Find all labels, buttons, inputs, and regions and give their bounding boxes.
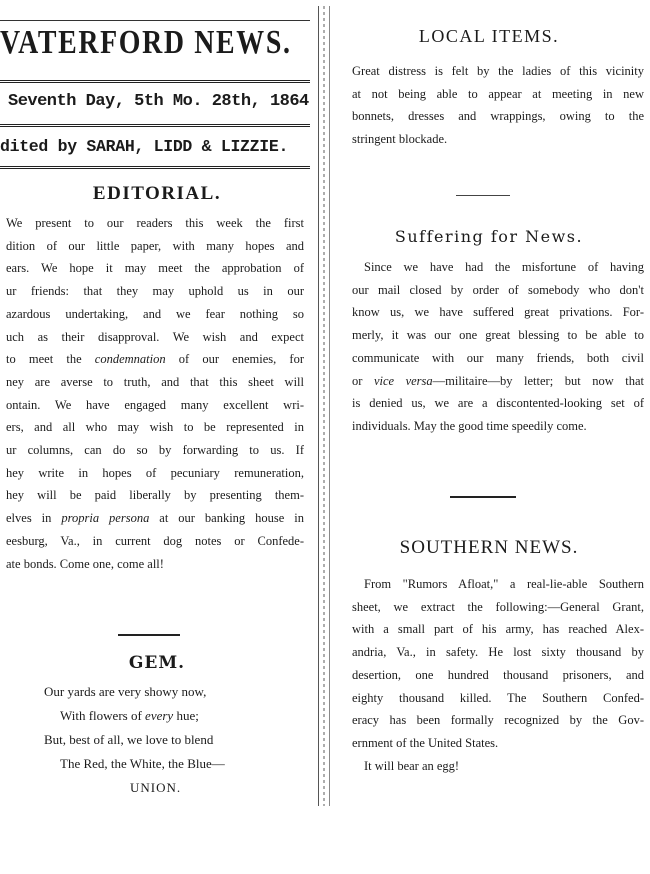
editorial-line: eesburg, Va., in current dog notes or Confede-	[6, 533, 304, 548]
local-items-heading: LOCAL ITEMS.	[418, 26, 560, 46]
southern-line: eighty thousand killed. The Southern Confed-	[352, 690, 644, 705]
suffering-body	[352, 256, 644, 438]
editorial-end-rule	[118, 634, 180, 636]
editorial-line: ney are averse to truth, and that this sheet will	[6, 374, 304, 389]
local-items-line: bonnets, dresses and wrappings, owing to the	[352, 109, 644, 124]
editorial-line: ur columns, can do so by forwarding to us. If	[6, 443, 304, 458]
southern-body	[352, 573, 644, 777]
dateline-rule	[0, 124, 310, 130]
gem-poem-line: Our yards are very showy now,	[44, 684, 207, 699]
suffering-line: our mail closed by order of somebody who don't	[352, 282, 644, 297]
southern-line: From "Rumors Afloat," a real-lie-able Southern	[364, 577, 644, 591]
editorial-line: ers, and all who may wish to be represented in	[6, 420, 304, 435]
gem-poem-line: With flowers of every hue;	[60, 708, 199, 723]
southern-line: andria, Va., in safety. He lost sixty thousand by	[352, 645, 644, 660]
editorial-line: ontain. We have engaged many excellent wri-	[6, 397, 304, 412]
editorial-line: azardous undertaking, and we fear nothing so	[6, 306, 304, 321]
column-divider	[318, 6, 330, 806]
editorial-line: to meet the condemnation of our enemies, for	[6, 352, 304, 367]
suffering-line: individuals. May the good time speedily come.	[352, 418, 587, 433]
masthead-title: VATERFORD NEWS.	[0, 24, 292, 61]
editorial-line: hey will be paid liberally by presenting them-	[6, 488, 304, 503]
suffering-end-rule	[450, 496, 516, 498]
suffering-heading: Suffering for News.	[394, 227, 584, 246]
editorial-line: dition of our little paper, with many hopes and	[6, 238, 304, 253]
editorial-line: ur friends: that they may uphold us in our	[6, 284, 304, 299]
local-items-end-rule	[456, 195, 510, 196]
suffering-line: know us, we have suffered great privations. For-	[352, 305, 644, 320]
local-items-body	[352, 60, 644, 151]
masthead-top-rule	[0, 20, 310, 21]
southern-line: sheet, we extract the following:—General Grant,	[352, 599, 644, 614]
gem-heading: GEM.	[128, 653, 186, 673]
southern-heading: SOUTHERN NEWS.	[399, 537, 579, 558]
gem-poem-line: The Red, the White, the Blue—	[60, 756, 225, 771]
dateline: Seventh Day, 5th Mo. 28th, 1864	[8, 92, 309, 111]
editorial-line: ate bonds. Come one, come all!	[6, 556, 164, 571]
editorial-heading: EDITORIAL.	[92, 183, 222, 204]
southern-line: ernment of the United States.	[352, 735, 499, 750]
editorial-line: elves in propria persona at our banking house in	[6, 511, 304, 526]
editorial-line: We present to our readers this week the first	[6, 216, 304, 230]
local-items-line: Great distress is felt by the ladies of this vicinity	[352, 64, 644, 78]
suffering-line: merly, it was our one great blessing to be able to	[352, 328, 644, 343]
suffering-line: or vice versa—militaire—by letter; but now that	[352, 373, 644, 388]
suffering-line: is denied us, we are a discontented-looking set of	[352, 396, 644, 411]
editorial-line: uch as their disapproval. We wish and expect	[6, 329, 304, 344]
editors-rule	[0, 166, 310, 172]
local-items-line: stringent blockade.	[352, 132, 448, 147]
gem-poem	[0, 680, 310, 800]
southern-line: It will bear an egg!	[364, 758, 460, 773]
suffering-line: Since we have had the misfortune of having	[364, 260, 644, 274]
southern-line: desertion, one hundred thousand prisoners, and	[352, 667, 644, 682]
gem-poem-union: UNION.	[130, 780, 182, 795]
editorial-line: ears. We hope it may meet the approbation of	[6, 261, 304, 276]
masthead-double-rule	[0, 80, 310, 86]
gem-poem-line: But, best of all, we love to blend	[44, 732, 214, 747]
editorial-line: hey write in hopes of pecuniary remuneration,	[6, 465, 304, 480]
suffering-line: communicate with our many friends, both civil	[352, 350, 644, 365]
editorial-body	[6, 212, 304, 575]
editors-line: dited by SARAH, LIDD & LIZZIE.	[0, 137, 289, 156]
southern-line: with a small part of his army, has reached Alex-	[352, 622, 644, 637]
southern-line: eracy has been formally recognized by the Gov-	[352, 713, 644, 728]
local-items-line: at not being able to appear at meeting in new	[352, 86, 644, 101]
